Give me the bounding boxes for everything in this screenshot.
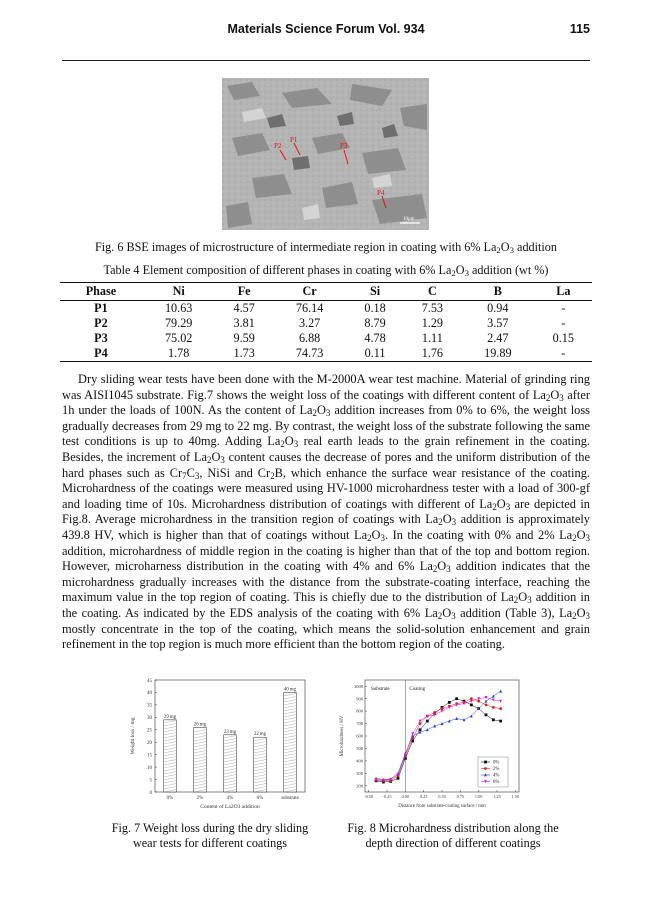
bse-micrograph <box>222 78 429 230</box>
bar-data-label: 22 mg <box>253 732 267 738</box>
column-header: La <box>535 283 592 301</box>
y-tick-label: 25 <box>147 728 152 734</box>
weight-loss-bar-chart <box>125 674 315 814</box>
column-header: Si <box>346 283 403 301</box>
data-point <box>499 720 502 723</box>
table-cell: 1.11 <box>421 331 443 345</box>
microhardness-line-chart <box>335 674 523 814</box>
table-cell: - <box>535 346 592 362</box>
data-point <box>484 761 487 764</box>
x-tick-label: 1.50 <box>511 794 520 799</box>
data-point <box>441 710 444 713</box>
table-cell: 19.89 <box>461 346 535 362</box>
table-cell: 0.11 <box>346 346 403 362</box>
series-6% <box>375 696 502 782</box>
data-point <box>485 713 488 716</box>
data-point <box>426 720 429 723</box>
column-header: B <box>461 283 535 301</box>
table-cell: 1.29 <box>421 316 444 330</box>
column-header: Ni <box>142 283 216 301</box>
data-point <box>441 707 444 710</box>
figure7-caption: Fig. 7 Weight loss during the dry sliding wear tests for different coatings <box>111 821 309 850</box>
data-point <box>492 718 495 721</box>
chart-series <box>375 690 502 784</box>
column-header: Fe <box>216 283 273 301</box>
page-number: 115 <box>569 22 590 36</box>
element-composition-table <box>60 282 592 362</box>
x-tick-label: 1.25 <box>493 794 501 799</box>
table-cell: 2.47 <box>487 331 509 345</box>
y-axis-label: Weight loss / mg <box>130 717 136 755</box>
chart-legend <box>478 757 508 787</box>
table-cell: 10.63 <box>164 301 193 315</box>
x-tick-label: 0.50 <box>438 794 446 799</box>
column-header: Cr <box>273 283 347 301</box>
label-p1: P1 <box>290 136 298 144</box>
table-cell: 74.73 <box>273 346 347 362</box>
y-tick-label: 1000 <box>354 683 363 689</box>
y-tick-label: 900 <box>356 696 363 702</box>
y-tick-label: 15 <box>147 753 152 759</box>
header-rule <box>62 60 590 61</box>
series-line <box>376 691 501 779</box>
y-tick-label: 10 <box>147 765 152 771</box>
body-paragraph: Dry sliding wear tests have been done with the M-2000A wear test machine. Material of grinding ring was AISI1045 substrate. Fig.7 shows the weight loss of the coatings with different content of $La_2O_3$ after 1h under the loads of 100N. As the content of $La_2O_3$ addition increases from 0% to 6%, the weight loss gradually decreases from 29 mg to 22 mg. By contrast, the weight loss of the substrate following the same test conditions is up to 40mg. Adding $La_2O_3$ real earth leads to the grain refinement in the coating. Besides, the increment of $La_2O_3$ content causes the decrease of pores and the uniform distribution of the hard phases such as $Cr_7C_3$, NiSi and $Cr_2B$, which enhance the surface wear resistance of the coating. Microhardness of the coatings were measured using HV-1000 microhardness tester with a load of 300-gf and loading time of 10s. Microhardness distribution of coatings with different of $La_2O_3$ are depicted in Fig.8. Average microhardness in the transition region of coatings with $La_2O_3$ addition is approximately 439.8 HV, which is higher than that of coatings without $La_2O_3$. In the coating with 0% and 2% $La_2O_3$ addition, microhardness of middle region in the coating is higher than that of the top and bottom region. However, microharness distribution in the coating with 4% and 6% $La_2O_3$ addition indicates that the microhardness gradually increases with the distance from the substrate-coating interface, reaching the maximum value in the top region of coating. This is chiefly due to the distribution of $La_2O_3$ addition in the coating. As indicated by the EDS analysis of the coating with 6% $La_2O_3$ addition (Table 3), $La_2O_3$ mostly concentrate in the top of the coating, which means the solid-solution enhancement and grain refinement in the top region is much more efficient than the bottom region of the coating. <box>62 372 590 652</box>
label-p2: P2 <box>274 142 282 150</box>
series-0% <box>375 697 502 786</box>
x-tick-label: 0.25 <box>419 794 428 799</box>
x-tick-label: -0.25 <box>382 794 392 799</box>
table-cell: 1.76 <box>404 346 461 362</box>
x-tick-label: 4% <box>226 796 234 801</box>
data-point <box>426 728 429 731</box>
y-tick-label: 300 <box>356 770 363 776</box>
table-cell: - <box>561 301 566 315</box>
table-cell: 7.53 <box>421 301 444 315</box>
table-row <box>60 346 592 362</box>
column-header: Phase <box>60 283 142 301</box>
bar-data-label: 23 mg <box>223 729 237 735</box>
table-cell: - <box>561 316 566 330</box>
table-cell: 8.79 <box>364 316 386 330</box>
table-cell: 3.81 <box>233 316 255 330</box>
bar <box>194 727 207 792</box>
legend-entry: 4% <box>493 773 500 779</box>
table-cell: 75.02 <box>164 331 193 345</box>
data-point <box>433 711 436 714</box>
x-tick-label: 2% <box>196 796 204 801</box>
y-tick-label: 600 <box>356 733 363 739</box>
table-row <box>60 301 592 317</box>
table-cell: 76.14 <box>295 301 324 315</box>
x-axis-label: Content of La2O3 addition <box>200 804 260 810</box>
x-tick-label: 6% <box>256 796 264 801</box>
table-cell: 3.27 <box>298 316 321 330</box>
y-tick-label: 700 <box>356 721 363 727</box>
legend-entry: 6% <box>493 780 500 786</box>
bar-data-label: 29 mg <box>163 714 177 720</box>
series-2% <box>375 697 502 782</box>
data-point <box>470 703 473 706</box>
chart-bars <box>164 692 297 792</box>
data-point <box>484 767 487 770</box>
data-point <box>455 717 458 720</box>
table-cell: 1.73 <box>216 346 273 362</box>
label-p3: P3 <box>340 142 348 150</box>
table-cell: 3.57 <box>487 316 509 330</box>
column-header: C <box>404 283 461 301</box>
data-point <box>485 703 488 706</box>
data-point <box>470 697 473 700</box>
x-tick-label: 0.00 <box>401 794 410 799</box>
y-tick-label: 30 <box>147 716 152 722</box>
y-tick-label: 200 <box>356 783 363 789</box>
data-point <box>455 697 458 700</box>
x-tick-label: substrate <box>281 796 299 801</box>
data-point <box>448 706 451 709</box>
x-axis-label: Distance from substrate-coating surface / mm <box>398 804 486 809</box>
x-tick-label: 0.75 <box>456 794 465 799</box>
data-point <box>492 706 495 709</box>
label-p4: P4 <box>377 189 385 197</box>
data-point <box>499 700 502 703</box>
bar <box>284 692 297 792</box>
annotation-substrate: Substrate <box>371 687 390 692</box>
table4-title: Table 4 Element composition of different phases in coating with 6% $La_2O_3$ addition (wt %) <box>103 263 549 278</box>
x-tick-label: 0% <box>166 796 174 801</box>
bar-data-label: 26 mg <box>193 722 207 728</box>
figure6-caption: Fig. 6 BSE images of microstructure of intermediate region in coating with 6% $La_2O_3$ addition <box>94 240 557 255</box>
data-point <box>499 690 502 693</box>
scale-bar-label: 10μm <box>403 217 415 222</box>
data-point <box>397 777 400 780</box>
y-tick-label: 40 <box>147 691 152 697</box>
data-point <box>485 699 488 702</box>
series-line <box>376 699 501 782</box>
table-cell: 9.59 <box>233 331 255 345</box>
data-point <box>411 732 414 735</box>
table-cell: P1 <box>94 301 108 315</box>
data-point <box>448 701 451 704</box>
running-header <box>62 22 590 40</box>
table-cell: 0.18 <box>364 301 386 315</box>
table-header-row <box>60 283 592 301</box>
y-axis-label: Microhardness / HV <box>340 715 345 757</box>
table-cell: 0.94 <box>487 301 509 315</box>
y-tick-label: 500 <box>356 746 363 752</box>
table-row <box>60 316 592 331</box>
table-cell: P3 <box>94 331 108 345</box>
table-cell: 4.78 <box>364 331 386 345</box>
table-cell: P4 <box>60 346 142 362</box>
annotation-coating: Coating <box>409 687 426 692</box>
figure8-caption: Fig. 8 Microhardness distribution along the depth direction of different coatings <box>347 821 559 850</box>
table-cell: 4.57 <box>233 301 255 315</box>
y-tick-label: 20 <box>147 741 152 747</box>
journal-title: Materials Science Forum Vol. 934 <box>227 22 425 36</box>
data-point <box>492 694 495 697</box>
data-point <box>499 707 502 710</box>
table-cell: 79.29 <box>164 316 193 330</box>
x-tick-label: 1.00 <box>474 794 483 799</box>
chart-axes <box>130 679 305 810</box>
y-tick-label: 800 <box>356 708 363 714</box>
y-tick-label: 0 <box>149 790 152 796</box>
y-tick-label: 5 <box>149 778 152 784</box>
table-cell: 1.78 <box>142 346 216 362</box>
y-tick-label: 35 <box>147 703 152 709</box>
legend-entry: 0% <box>493 760 500 766</box>
bar <box>224 735 237 792</box>
table-cell: 6.88 <box>298 331 321 345</box>
y-tick-label: 400 <box>356 758 363 764</box>
table-cell: P2 <box>94 316 108 330</box>
y-tick-label: 45 <box>147 678 152 684</box>
legend-entry: 2% <box>493 767 500 773</box>
table-row <box>60 331 592 346</box>
table-cell: 0.15 <box>552 331 574 345</box>
bar-data-label: 40 mg <box>283 687 297 693</box>
x-tick-label: -0.50 <box>364 794 374 799</box>
series-line <box>376 697 501 780</box>
